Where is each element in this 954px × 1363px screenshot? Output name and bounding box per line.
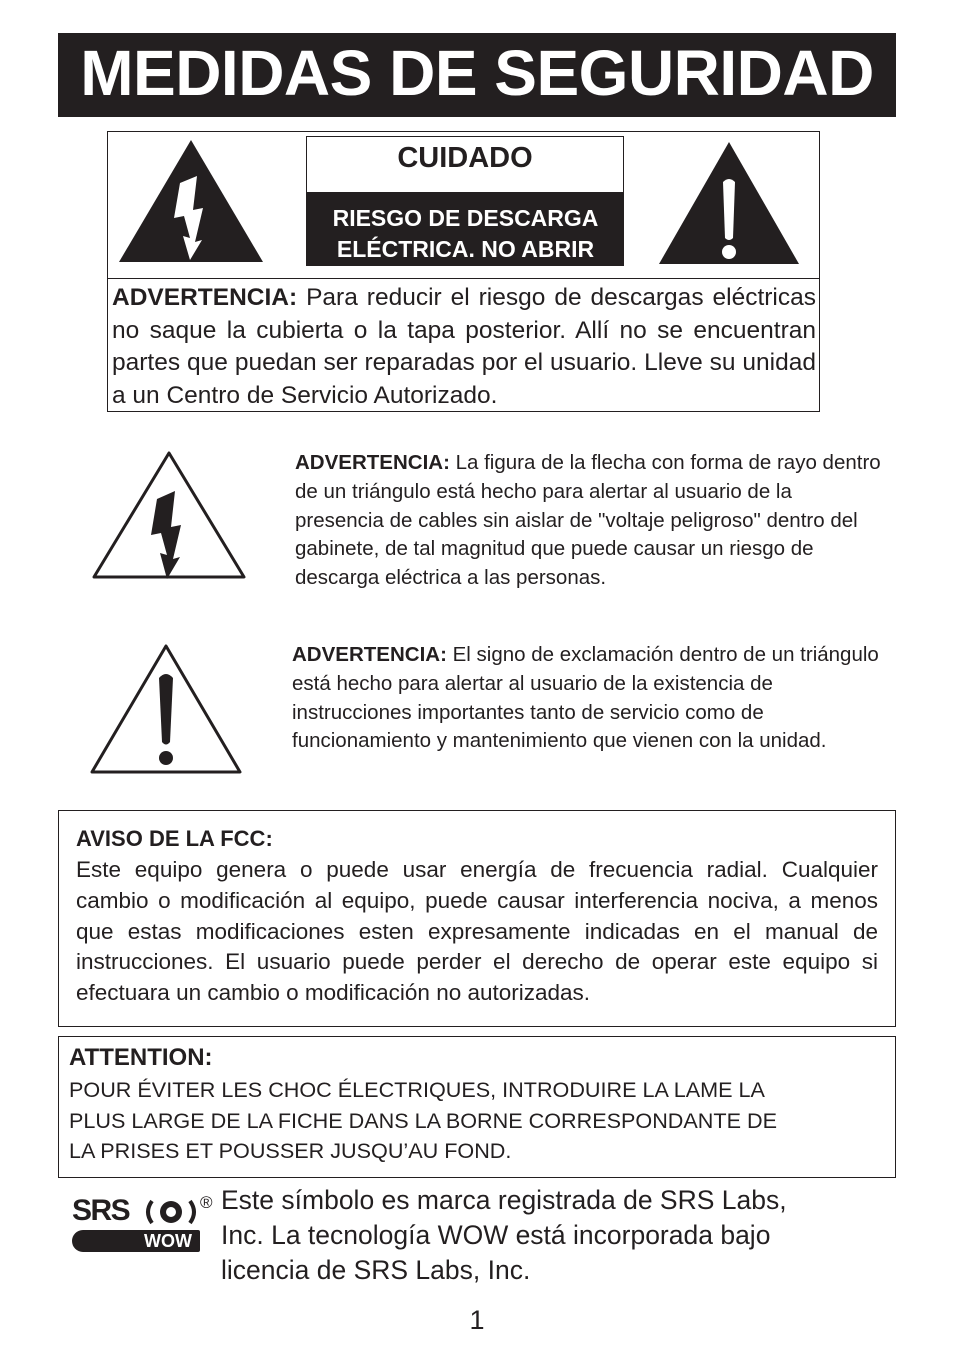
srs-line: Este símbolo es marca registrada de SRS Labs, (221, 1185, 787, 1215)
attention-text (69, 1075, 885, 1167)
caution-divider (107, 278, 820, 279)
caution-line-2: ELÉCTRICA. NO ABRIR (336, 236, 595, 262)
exclamation-warning-body: El signo de exclamación dentro de un triángulo está hecho para alertar al usuario de la existencia de instrucciones importantes tanto de servicio como de funcionamiento y mantenimiento que vienen con la unidad. (292, 643, 879, 753)
lightning-warning-body: La figura de la flecha con forma de rayo dentro de un triángulo está hecho para alertar al usuario de la presencia de cables sin aislar de "voltaje peligroso" dentro del gabinete, de tal magnitud que puede causar un riesgo de descarga eléctrica a las personas. (295, 451, 881, 590)
registered-mark: ® (200, 1193, 213, 1212)
attention-line: POUR ÉVITER LES CHOC ÉLECTRIQUES, INTRODUIRE LA LAME LA (69, 1077, 765, 1102)
caution-line-1: RIESGO DE DESCARGA (332, 205, 599, 231)
page-number: 1 (469, 1305, 485, 1335)
caution-warning-lead: ADVERTENCIA: (112, 284, 298, 311)
srs-wow-band (72, 1230, 200, 1252)
fcc-title: AVISO DE LA FCC: (76, 826, 273, 851)
srs-trademark-text (221, 1183, 921, 1288)
srs-wow-logo (70, 1194, 220, 1256)
exclamation-outline-icon (89, 642, 243, 776)
attention-title: ATTENTION: (69, 1044, 213, 1071)
lightning-outline-icon (91, 449, 247, 581)
lightning-triangle-icon (117, 138, 265, 264)
srs-speaker-icon (142, 1198, 200, 1226)
attention-line: PLUS LARGE DE LA FICHE DANS LA BORNE CORRESPONDANTE DE (69, 1107, 777, 1133)
exclamation-warning-text (292, 641, 896, 756)
exclamation-warning-lead: ADVERTENCIA: (292, 643, 447, 666)
page-title: MEDIDAS DE SEGURIDAD (80, 37, 874, 109)
lightning-warning-text (295, 449, 885, 593)
attention-line: LA PRISES ET POUSSER JUSQU’AU FOND. (69, 1138, 512, 1163)
srs-logo-text: SRS (72, 1194, 130, 1227)
wow-logo-text: WOW (144, 1231, 192, 1251)
caution-title: CUIDADO (397, 142, 533, 174)
caution-warning-text (112, 282, 816, 412)
caution-warning-body: Para reducir el riesgo de descargas eléctricas no saque la cubierta o la tapa posterior. Allí no se encuentran partes que puedan ser reparadas por el usuario. Lleve su unidad a un Centro de Servicio Autorizado. (112, 284, 816, 409)
title-bar (58, 33, 896, 117)
srs-line: licencia de SRS Labs, Inc. (221, 1255, 531, 1285)
srs-line: Inc. La tecnología WOW está incorporada bajo (221, 1220, 771, 1250)
lightning-warning-lead: ADVERTENCIA: (295, 451, 450, 474)
caution-shock-label (307, 192, 624, 266)
exclamation-triangle-icon (657, 140, 801, 266)
fcc-text: Este equipo genera o puede usar energía de frecuencia radial. Cualquier cambio o modificación al equipo, puede causar interferencia nociva, a menos que estas modificaciones esten expresamente indicadas en el manual de instrucciones. El usuario puede perder el derecho de operar este equipo si efectuara un cambio o modificación no autorizadas. (76, 857, 878, 1006)
